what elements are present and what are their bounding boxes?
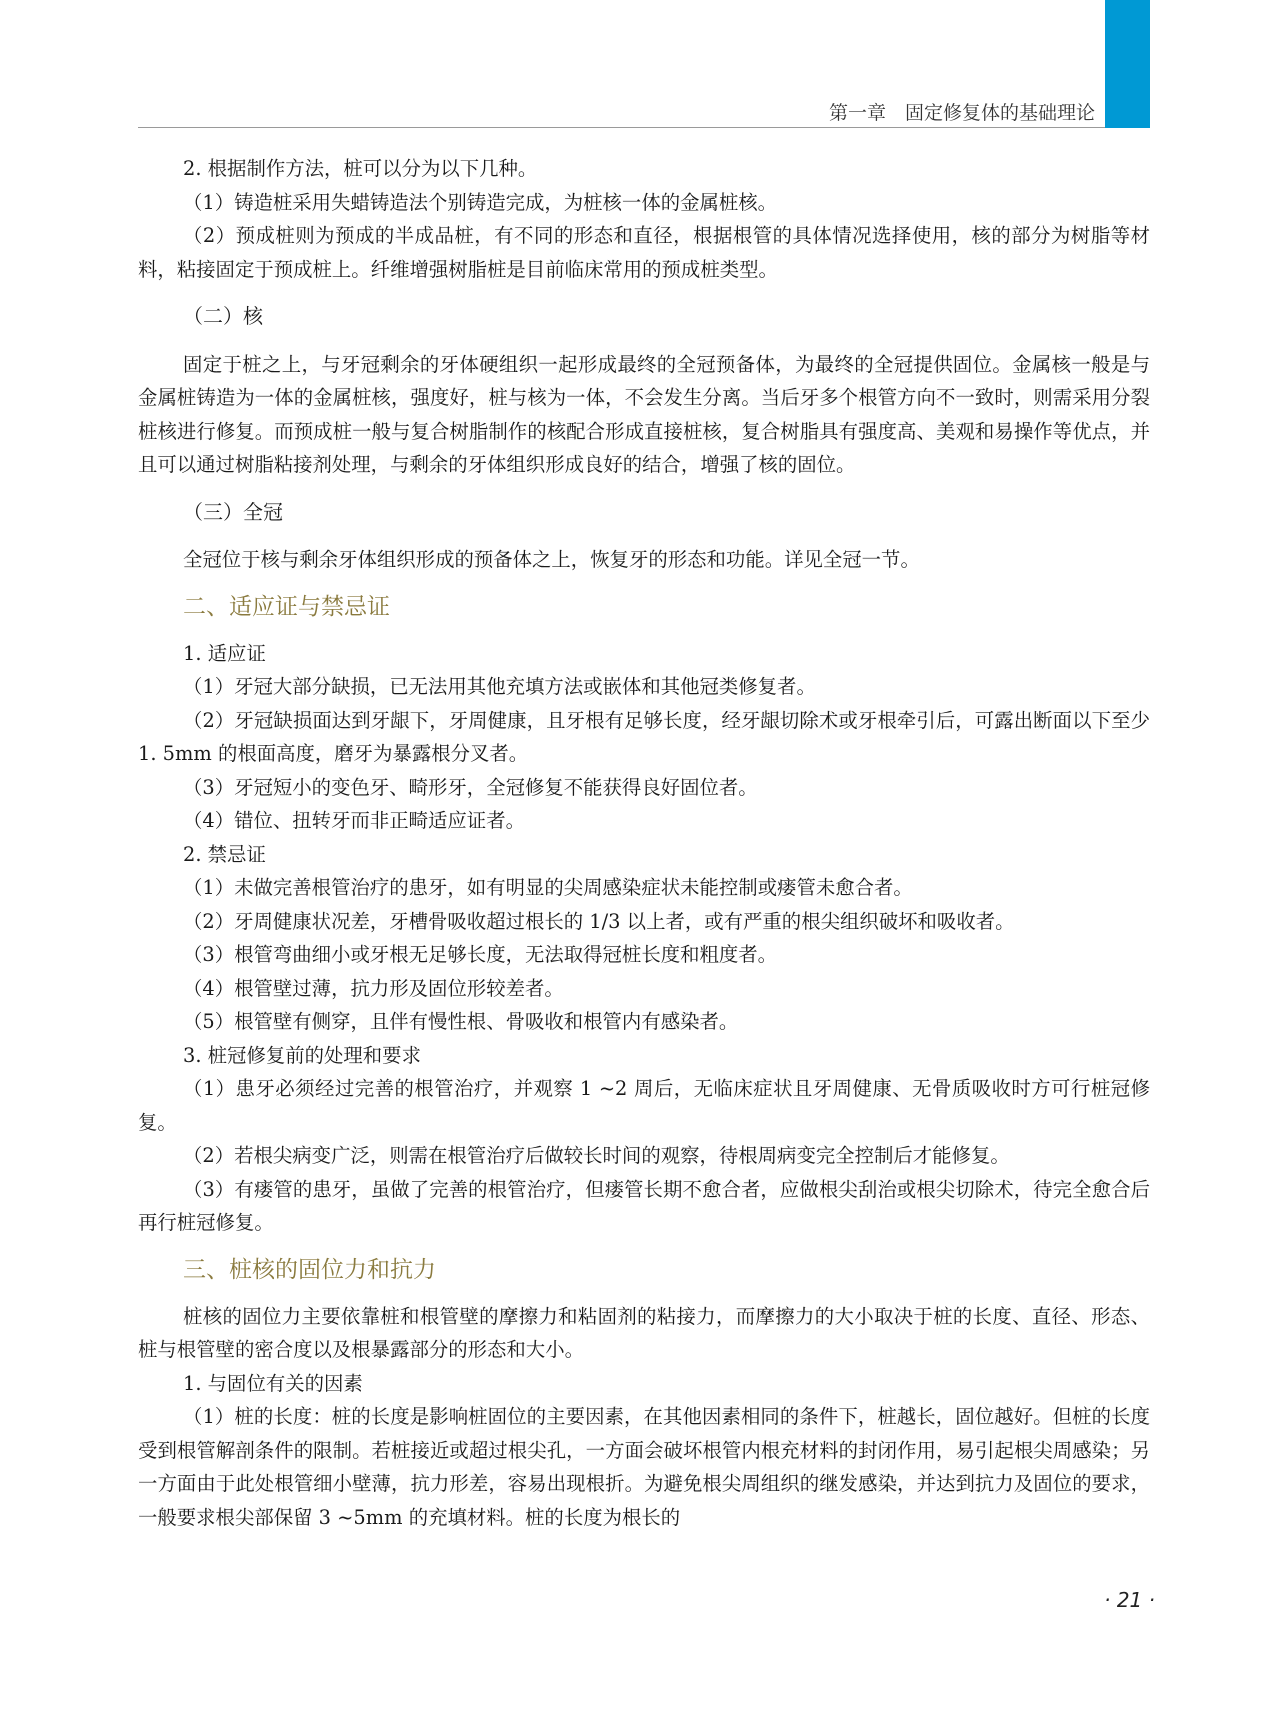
paragraph: 全冠位于核与剩余牙体组织形成的预备体之上，恢复牙的形态和功能。详见全冠一节。 — [183, 548, 920, 571]
paragraph: （4）根管壁过薄，抗力形及固位形较差者。 — [183, 976, 564, 1000]
paragraph: （2）牙冠缺损面达到牙龈下，牙周健康，且牙根有足够长度，经牙龈切除术或牙根牵引后，可露出断面以下至少 1. 5mm 的根面高度，磨牙为暴露根分叉者。 — [138, 708, 1150, 765]
paragraph: 2. 禁忌证 — [183, 842, 266, 866]
paragraph: 1. 适应证 — [183, 641, 266, 665]
section-heading: 三、桩核的固位力和抗力 — [183, 1256, 436, 1283]
section-heading: 二、适应证与禁忌证 — [183, 593, 390, 620]
paragraph: 2. 根据制作方法，桩可以分为以下几种。 — [183, 157, 538, 180]
paragraph: 1. 与固位有关的因素 — [183, 1371, 363, 1395]
chapter-tab-marker — [1105, 0, 1150, 128]
paragraph: （1）牙冠大部分缺损，已无法用其他充填方法或嵌体和其他冠类修复者。 — [183, 675, 816, 698]
header-rule — [138, 127, 1105, 128]
paragraph: 桩核的固位力主要依靠桩和根管壁的摩擦力和粘固剂的粘接力，而摩擦力的大小取决于桩的长度、直径、形态、桩与根管壁的密合度以及根暴露部分的形态和大小。 — [138, 1304, 1150, 1361]
paragraph: （5）根管壁有侧穿，且伴有慢性根、骨吸收和根管内有感染者。 — [183, 1010, 739, 1033]
paragraph: （1）铸造桩采用失蜡铸造法个别铸造完成，为桩核一体的金属桩核。 — [183, 190, 778, 214]
page-body — [138, 152, 1150, 1534]
paragraph: 3. 桩冠修复前的处理和要求 — [183, 1043, 421, 1067]
paragraph: （3）牙冠短小的变色牙、畸形牙，全冠修复不能获得良好固位者。 — [183, 775, 758, 799]
paragraph: （2）牙周健康状况差，牙槽骨吸收超过根长的 1/3 以上者，或有严重的根尖组织破坏和吸收者。 — [183, 909, 1015, 933]
paragraph: （3）根管弯曲细小或牙根无足够长度，无法取得冠桩长度和粗度者。 — [183, 943, 778, 966]
paragraph: 固定于桩之上，与牙冠剩余的牙体硬组织一起形成最终的全冠预备体，为最终的全冠提供固位。金属核一般是与金属桩铸造为一体的金属桩核，强度好，桩与核为一体，不会发生分离。当后牙多个根管方向不一致时，则需采用分裂桩核进行修复。而预成桩一般与复合树脂制作的核配合形成直接桩核，复合树脂具有强度高、美观和易操作等优点，并且可以通过树脂粘接剂处理，与剩余的牙体组织形成良好的结合，增强了核的固位。 — [138, 352, 1150, 476]
paragraph: （1）桩的长度：桩的长度是影响桩固位的主要因素，在其他因素相同的条件下，桩越长，固位越好。但桩的长度受到根管解剖条件的限制。若桩接近或超过根尖孔，一方面会破坏根管内根充材料的封闭作用，易引起根尖周感染；另一方面由于此处根管细小壁薄，抗力形差，容易出现根折。为避免根尖周组织的继发感染，并达到抗力及固位的要求，一般要求根尖部保留 3 ~5mm 的充填材料。桩的长度为根长的 — [138, 1405, 1150, 1529]
subsection-heading: （三）全冠 — [183, 499, 283, 524]
paragraph: （3）有瘘管的患牙，虽做了完善的根管治疗，但瘘管长期不愈合者，应做根尖刮治或根尖切除术，待完全愈合后再行桩冠修复。 — [138, 1177, 1150, 1234]
paragraph: （1）未做完善根管治疗的患牙，如有明显的尖周感染症状未能控制或瘘管未愈合者。 — [183, 876, 913, 899]
paragraph: （2）若根尖病变广泛，则需在根管治疗后做较长时间的观察，待根周病变完全控制后才能修复。 — [183, 1144, 1010, 1167]
paragraph: （2）预成桩则为预成的半成品桩，有不同的形态和直径，根据根管的具体情况选择使用，核的部分为树脂等材料，粘接固定于预成桩上。纤维增强树脂桩是目前临床常用的预成桩类型。 — [138, 224, 1150, 281]
running-head: 第一章 固定修复体的基础理论 — [828, 102, 1095, 124]
paragraph: （1）患牙必须经过完善的根管治疗，并观察 1 ~2 周后，无临床症状且牙周健康、无骨质吸收时方可行桩冠修复。 — [138, 1077, 1150, 1134]
subsection-heading: （二）核 — [183, 304, 263, 328]
page-number: · 21 · — [1104, 1588, 1155, 1612]
paragraph: （4）错位、扭转牙而非正畸适应证者。 — [183, 809, 525, 832]
